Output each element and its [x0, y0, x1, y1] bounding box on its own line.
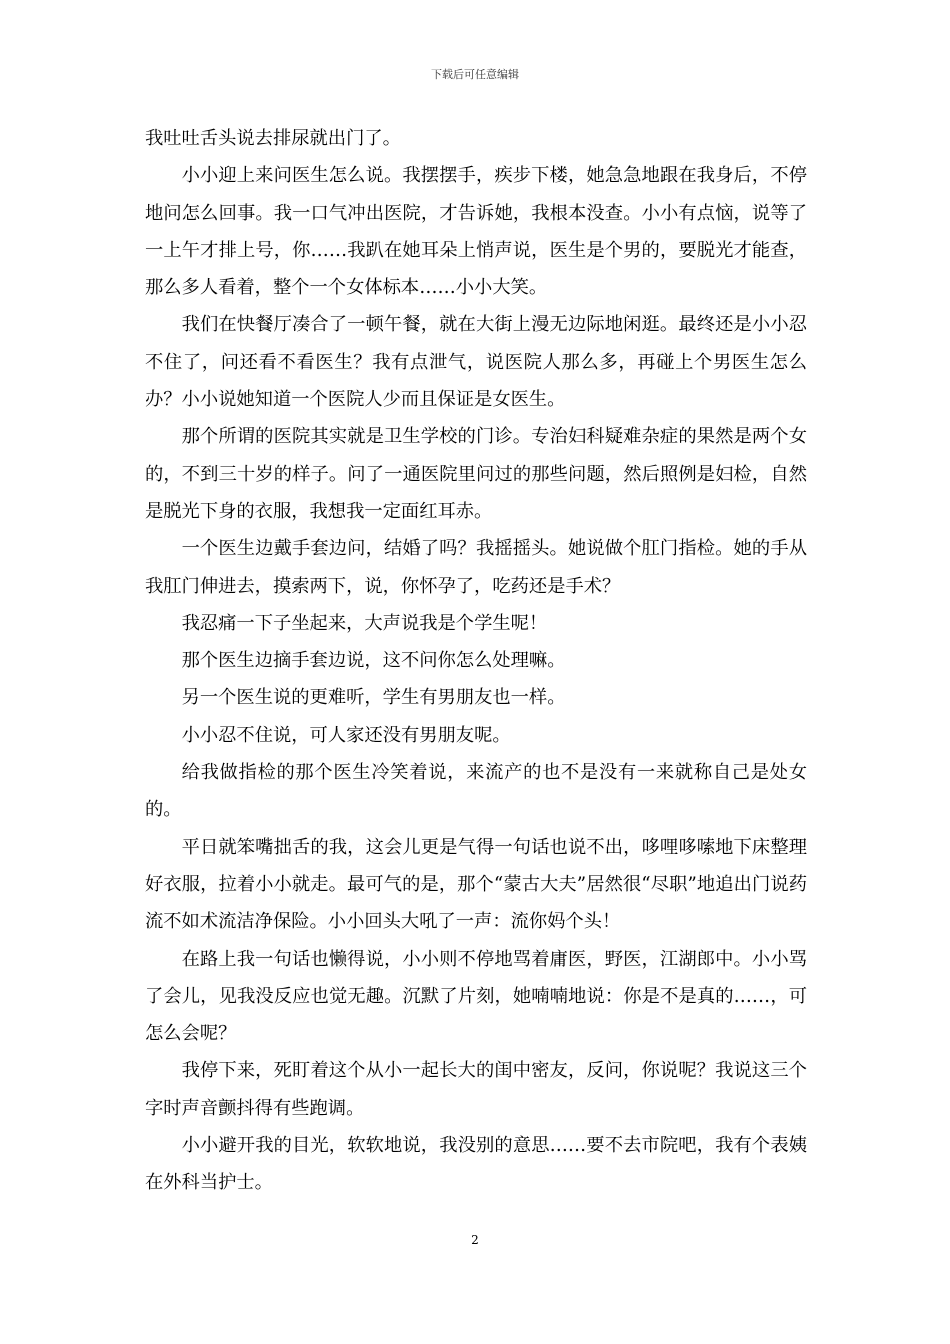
- paragraph: 另一个医生说的更难听，学生有男朋友也一样。: [181, 687, 566, 709]
- paragraph: 平日就笨嘴拙舌的我，这会儿更是气得一句话也说不出，哆哩哆嗦地下床整理好衣服，拉着小小就走。最可气的是，那个“蒙古大夫”居然很“尽职”地追出门说药流不如术流洁净保险。小小回头大吼了一声：流你妈个头！: [145, 836, 807, 933]
- paragraph: 我吐吐舌头说去排尿就出门了。: [145, 128, 401, 149]
- paragraph: 我停下来，死盯着这个从小一起长大的闺中密友，反问，你说呢？我说这三个字时声音颤抖得有些跑调。: [145, 1060, 807, 1119]
- paragraph: 那个医生边摘手套边说，这不问你怎么处理嘛。: [181, 650, 566, 672]
- paragraph: 给我做指检的那个医生冷笑着说，来流产的也不是没有一来就称自己是处女的。: [145, 762, 807, 821]
- paragraph: 我们在快餐厅凑合了一顿午餐，就在大街上漫无边际地闲逛。最终还是小小忍不住了，问还看不看医生？我有点泄气，说医院人那么多，再碰上个男医生怎么办？小小说她知道一个医院人少而且保证是女医生。: [145, 314, 807, 411]
- document-body: [145, 120, 807, 1202]
- paragraph: 小小迎上来问医生怎么说。我摆摆手，疾步下楼，她急急地跟在我身后，不停地问怎么回事。我一口气冲出医院，才告诉她，我根本没查。小小有点恼，说等了一上午才排上号，你……我趴在她耳朵上悄声说，医生是个男的，要脱光才能查，那么多人看着，整个一个女体标本……小小大笑。: [145, 165, 807, 299]
- paragraph: 小小忍不住说，可人家还没有男朋友呢。: [181, 724, 511, 746]
- paragraph: 小小避开我的目光，软软地说，我没别的意思……要不去市院吧，我有个表姨在外科当护士。: [145, 1135, 807, 1194]
- page-number: 2: [471, 1233, 479, 1247]
- paragraph: 我忍痛一下子坐起来，大声说我是个学生呢！: [181, 612, 548, 634]
- paragraph: 那个所谓的医院其实就是卫生学校的门诊。专治妇科疑难杂症的果然是两个女的，不到三十岁的样子。问了一通医院里问过的那些问题，然后照例是妇检，自然是脱光下身的衣服，我想我一定面红耳赤。: [145, 426, 807, 522]
- paragraph: 在路上我一句话也懒得说，小小则不停地骂着庸医，野医，江湖郎中。小小骂了会儿，见我没反应也觉无趣。沉默了片刻，她喃喃地说：你是不是真的……，可怎么会呢？: [145, 948, 807, 1045]
- paragraph: 一个医生边戴手套边问，结婚了吗？我摇摇头。她说做个肛门指检。她的手从我肛门伸进去，摸索两下，说，你怀孕了，吃药还是手术？: [145, 538, 807, 597]
- page-header: 下载后可任意编辑: [431, 68, 519, 81]
